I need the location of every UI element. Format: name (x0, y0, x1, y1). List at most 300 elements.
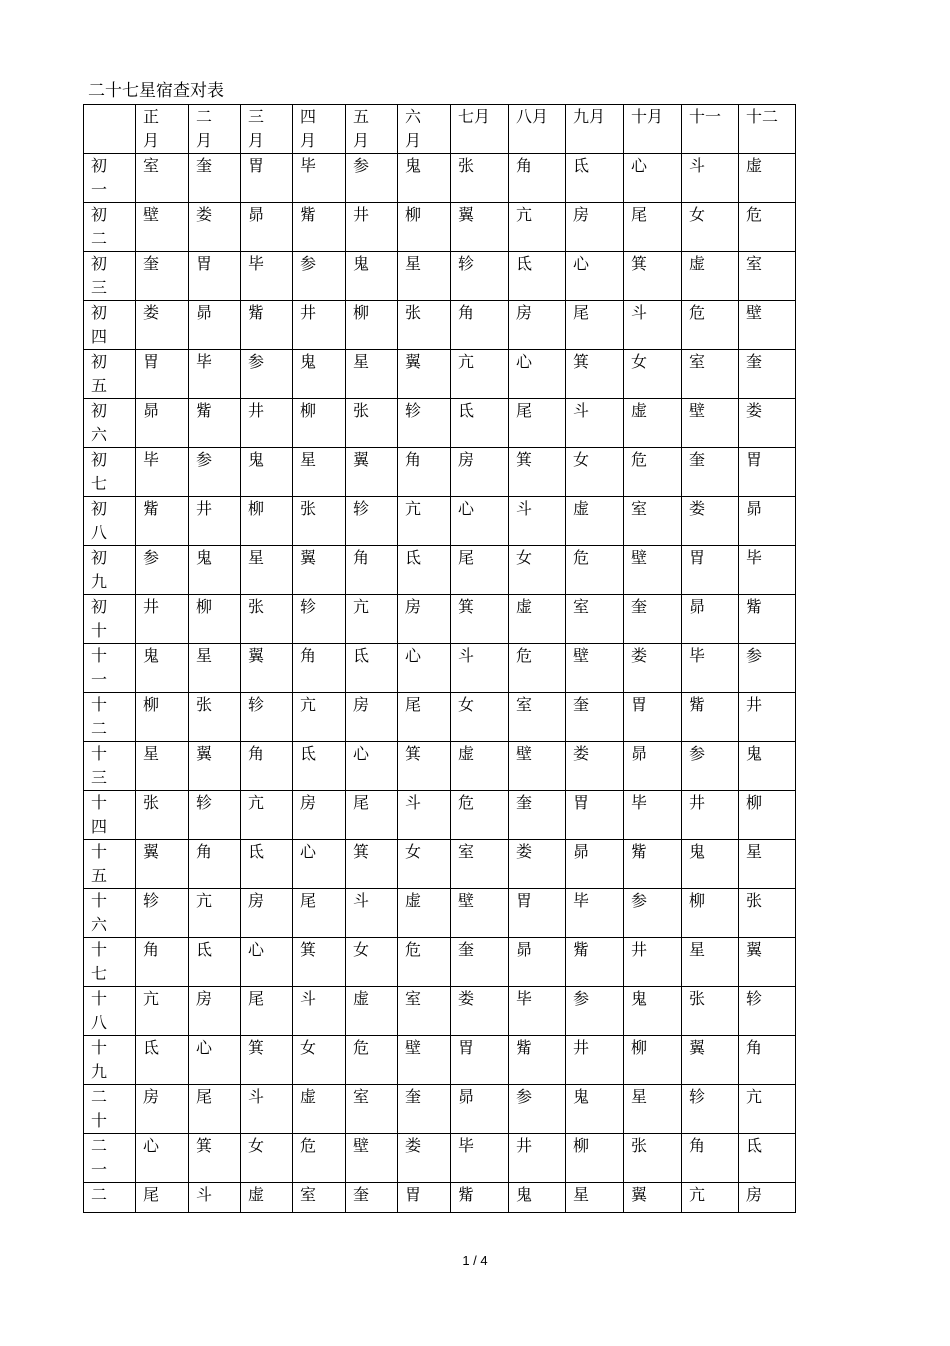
table-row (84, 693, 796, 742)
mansion-cell: 尾 (509, 399, 566, 448)
mansion-cell: 奎 (136, 252, 189, 301)
mansion-cell: 鬼 (682, 840, 739, 889)
mansion-cell: 箕 (398, 742, 451, 791)
mansion-cell: 柳 (624, 1036, 682, 1085)
day-label: 十七 (84, 938, 136, 987)
mansion-cell: 壁 (509, 742, 566, 791)
mansion-cell: 张 (739, 889, 796, 938)
mansion-cell: 参 (624, 889, 682, 938)
table-row (84, 889, 796, 938)
mansion-cell: 张 (241, 595, 293, 644)
mansion-cell: 壁 (566, 644, 624, 693)
mansion-cell: 娄 (682, 497, 739, 546)
mansion-cell: 鬼 (398, 154, 451, 203)
mansion-cell: 虚 (241, 1183, 293, 1213)
mansion-cell: 室 (624, 497, 682, 546)
day-label: 十八 (84, 987, 136, 1036)
mansion-cell: 角 (293, 644, 346, 693)
mansion-cell: 尾 (136, 1183, 189, 1213)
table-row (84, 1085, 796, 1134)
mansion-cell: 房 (346, 693, 398, 742)
mansion-cell: 危 (451, 791, 509, 840)
mansion-cell: 奎 (398, 1085, 451, 1134)
mansion-cell: 娄 (451, 987, 509, 1036)
table-row (84, 595, 796, 644)
mansion-cell: 轸 (739, 987, 796, 1036)
table-row (84, 497, 796, 546)
day-label: 初十 (84, 595, 136, 644)
mansion-cell: 奎 (682, 448, 739, 497)
mansion-cell: 昴 (509, 938, 566, 987)
mansion-cell: 胃 (509, 889, 566, 938)
mansion-cell: 壁 (136, 203, 189, 252)
mansion-cell: 毕 (293, 154, 346, 203)
mansion-cell: 房 (739, 1183, 796, 1213)
mansion-cell: 鬼 (624, 987, 682, 1036)
mansion-cell: 胃 (398, 1183, 451, 1213)
day-label: 二一 (84, 1134, 136, 1183)
mansion-cell: 危 (566, 546, 624, 595)
mansion-cell: 箕 (293, 938, 346, 987)
mansion-cell: 井 (624, 938, 682, 987)
mansion-cell: 室 (509, 693, 566, 742)
mansion-cell: 奎 (739, 350, 796, 399)
mansion-cell: 柳 (241, 497, 293, 546)
mansion-cell: 柳 (398, 203, 451, 252)
mansion-cell: 昴 (682, 595, 739, 644)
mansion-cell: 觜 (566, 938, 624, 987)
mansion-cell: 轸 (241, 693, 293, 742)
mansion-cell: 觜 (189, 399, 241, 448)
mansion-cell: 昴 (739, 497, 796, 546)
mansion-cell: 房 (241, 889, 293, 938)
mansion-cell: 翼 (189, 742, 241, 791)
mansion-cell: 氐 (293, 742, 346, 791)
mansion-cell: 胃 (739, 448, 796, 497)
mansion-cell: 星 (241, 546, 293, 595)
mansion-cell: 亢 (509, 203, 566, 252)
mansion-cell: 尾 (189, 1085, 241, 1134)
mansion-cell: 鬼 (293, 350, 346, 399)
mansion-cell: 危 (346, 1036, 398, 1085)
mansion-cell: 室 (293, 1183, 346, 1213)
day-label: 初二 (84, 203, 136, 252)
mansion-cell: 危 (293, 1134, 346, 1183)
mansion-cell: 心 (451, 497, 509, 546)
mansion-cell: 氐 (189, 938, 241, 987)
mansion-cell: 娄 (509, 840, 566, 889)
mansion-cell: 角 (739, 1036, 796, 1085)
day-label: 初一 (84, 154, 136, 203)
mansion-cell: 箕 (624, 252, 682, 301)
mansion-cell: 女 (509, 546, 566, 595)
mansion-cell: 井 (241, 399, 293, 448)
mansion-cell: 毕 (451, 1134, 509, 1183)
mansion-cell: 张 (451, 154, 509, 203)
table-row (84, 1183, 796, 1213)
mansion-cell: 氐 (241, 840, 293, 889)
mansion-cell: 毕 (682, 644, 739, 693)
day-label: 十三 (84, 742, 136, 791)
mansion-cell: 虚 (293, 1085, 346, 1134)
mansion-cell: 昴 (566, 840, 624, 889)
mansion-cell: 井 (739, 693, 796, 742)
mansion-cell: 箕 (241, 1036, 293, 1085)
column-header: 三月 (241, 105, 293, 154)
day-label: 十五 (84, 840, 136, 889)
mansion-cell: 娄 (398, 1134, 451, 1183)
mansion-cell: 氐 (398, 546, 451, 595)
mansion-cell: 井 (293, 301, 346, 350)
mansion-cell: 虚 (451, 742, 509, 791)
mansion-cell: 亢 (451, 350, 509, 399)
mansion-cell: 翼 (398, 350, 451, 399)
mansion-cell: 参 (566, 987, 624, 1036)
mansion-cell: 井 (346, 203, 398, 252)
mansion-cell: 箕 (189, 1134, 241, 1183)
mansion-cell: 壁 (451, 889, 509, 938)
mansion-cell: 鬼 (509, 1183, 566, 1213)
mansion-cell: 房 (566, 203, 624, 252)
mansion-cell: 心 (189, 1036, 241, 1085)
mansion-cell: 翼 (624, 1183, 682, 1213)
mansion-cell: 参 (346, 154, 398, 203)
mansion-cell: 室 (566, 595, 624, 644)
mansion-cell: 鬼 (189, 546, 241, 595)
mansion-cell: 星 (346, 350, 398, 399)
mansion-cell: 心 (398, 644, 451, 693)
mansion-cell: 斗 (346, 889, 398, 938)
mansion-cell: 室 (739, 252, 796, 301)
mansion-cell: 心 (346, 742, 398, 791)
mansion-cell: 翼 (293, 546, 346, 595)
mansion-cell: 井 (509, 1134, 566, 1183)
document-title: 二十七星宿查对表 (88, 81, 224, 101)
mansion-cell: 毕 (241, 252, 293, 301)
mansion-cell: 女 (241, 1134, 293, 1183)
mansion-cell: 胃 (566, 791, 624, 840)
mansion-cell: 娄 (189, 203, 241, 252)
mansion-cell: 张 (293, 497, 346, 546)
page-number: 1 / 4 (462, 1253, 488, 1268)
day-label: 初七 (84, 448, 136, 497)
table-row (84, 546, 796, 595)
mansion-cell: 柳 (293, 399, 346, 448)
mansion-cell: 张 (682, 987, 739, 1036)
mansion-cell: 奎 (566, 693, 624, 742)
mansion-cell: 胃 (241, 154, 293, 203)
mansion-cell: 觜 (739, 595, 796, 644)
mansion-cell: 心 (241, 938, 293, 987)
mansion-cell: 尾 (241, 987, 293, 1036)
mansion-cell: 张 (398, 301, 451, 350)
mansion-cell: 虚 (624, 399, 682, 448)
mansion-cell: 虚 (398, 889, 451, 938)
mansion-cell: 轸 (398, 399, 451, 448)
mansion-cell: 胃 (624, 693, 682, 742)
day-label: 十六 (84, 889, 136, 938)
mansion-cell: 氐 (509, 252, 566, 301)
mansion-cell: 柳 (136, 693, 189, 742)
table-row (84, 987, 796, 1036)
mansion-cell: 鬼 (136, 644, 189, 693)
table-row (84, 938, 796, 987)
mansion-cell: 斗 (241, 1085, 293, 1134)
table-row (84, 840, 796, 889)
header-row (84, 105, 796, 154)
mansion-cell: 参 (509, 1085, 566, 1134)
mansion-cell: 房 (136, 1085, 189, 1134)
mansion-cell: 角 (451, 301, 509, 350)
mansion-cell: 奎 (189, 154, 241, 203)
mansion-cell: 房 (451, 448, 509, 497)
mansion-cell: 亢 (739, 1085, 796, 1134)
mansion-cell: 参 (682, 742, 739, 791)
mansion-cell: 女 (566, 448, 624, 497)
mansion-cell: 角 (136, 938, 189, 987)
mansion-cell: 房 (509, 301, 566, 350)
day-label: 二 (84, 1183, 136, 1213)
mansion-cell: 鬼 (739, 742, 796, 791)
mansion-cell: 亢 (136, 987, 189, 1036)
mansion-cell: 毕 (136, 448, 189, 497)
table-row (84, 1134, 796, 1183)
mansion-cell: 危 (739, 203, 796, 252)
mansion-cell: 觜 (624, 840, 682, 889)
mansion-cell: 觜 (241, 301, 293, 350)
mansion-cell: 女 (624, 350, 682, 399)
mansion-cell: 翼 (241, 644, 293, 693)
mansion-cell: 壁 (624, 546, 682, 595)
mansion-cell: 星 (624, 1085, 682, 1134)
mansion-cell: 斗 (451, 644, 509, 693)
mansion-cell: 箕 (509, 448, 566, 497)
mansion-cell: 井 (682, 791, 739, 840)
mansion-cell: 女 (346, 938, 398, 987)
mansion-cell: 箕 (566, 350, 624, 399)
column-header: 四月 (293, 105, 346, 154)
mansion-cell: 角 (346, 546, 398, 595)
day-label: 初四 (84, 301, 136, 350)
day-label: 初五 (84, 350, 136, 399)
mansion-cell: 井 (566, 1036, 624, 1085)
mansion-cell: 昴 (241, 203, 293, 252)
mansion-cell: 毕 (509, 987, 566, 1036)
mansion-cell: 翼 (451, 203, 509, 252)
mansion-cell: 奎 (509, 791, 566, 840)
day-label: 初三 (84, 252, 136, 301)
mansion-cell: 心 (293, 840, 346, 889)
mansion-cell: 张 (189, 693, 241, 742)
mansion-cell: 毕 (624, 791, 682, 840)
mansion-cell: 轸 (189, 791, 241, 840)
mansion-cell: 尾 (293, 889, 346, 938)
mansion-cell: 尾 (624, 203, 682, 252)
mansion-cell: 女 (451, 693, 509, 742)
day-label: 初八 (84, 497, 136, 546)
mansion-cell: 星 (293, 448, 346, 497)
mansion-cell: 星 (739, 840, 796, 889)
column-header: 十一 (682, 105, 739, 154)
mansion-cell: 壁 (398, 1036, 451, 1085)
mansion-cell: 尾 (451, 546, 509, 595)
mansion-cell: 翼 (682, 1036, 739, 1085)
mansion-cell: 轸 (451, 252, 509, 301)
mansion-cell: 心 (136, 1134, 189, 1183)
mansion-cell: 轸 (136, 889, 189, 938)
mansion-cell: 奎 (346, 1183, 398, 1213)
mansion-cell: 娄 (566, 742, 624, 791)
day-label: 十一 (84, 644, 136, 693)
mansion-cell: 星 (189, 644, 241, 693)
mansion-cell: 房 (189, 987, 241, 1036)
column-header: 二月 (189, 105, 241, 154)
day-label: 十九 (84, 1036, 136, 1085)
star-mansion-table (83, 104, 796, 1213)
mansion-cell: 斗 (509, 497, 566, 546)
mansion-cell: 星 (682, 938, 739, 987)
mansion-cell: 参 (241, 350, 293, 399)
mansion-cell: 参 (293, 252, 346, 301)
mansion-cell: 参 (136, 546, 189, 595)
mansion-cell: 斗 (293, 987, 346, 1036)
mansion-cell: 斗 (624, 301, 682, 350)
mansion-cell: 张 (346, 399, 398, 448)
table-row (84, 203, 796, 252)
mansion-cell: 柳 (346, 301, 398, 350)
column-header: 九月 (566, 105, 624, 154)
mansion-cell: 虚 (509, 595, 566, 644)
day-label: 初九 (84, 546, 136, 595)
mansion-cell: 房 (293, 791, 346, 840)
table-row (84, 154, 796, 203)
mansion-cell: 亢 (241, 791, 293, 840)
column-header: 十二 (739, 105, 796, 154)
mansion-cell: 尾 (566, 301, 624, 350)
mansion-cell: 角 (241, 742, 293, 791)
mansion-cell: 女 (293, 1036, 346, 1085)
mansion-cell: 危 (624, 448, 682, 497)
column-header: 七月 (451, 105, 509, 154)
table-row (84, 399, 796, 448)
mansion-cell: 危 (398, 938, 451, 987)
mansion-cell: 井 (189, 497, 241, 546)
mansion-cell: 觜 (451, 1183, 509, 1213)
mansion-cell: 氐 (739, 1134, 796, 1183)
mansion-cell: 房 (398, 595, 451, 644)
mansion-cell: 轸 (346, 497, 398, 546)
mansion-cell: 虚 (739, 154, 796, 203)
column-header: 八月 (509, 105, 566, 154)
mansion-cell: 亢 (398, 497, 451, 546)
table-row (84, 791, 796, 840)
mansion-cell: 虚 (346, 987, 398, 1036)
mansion-cell: 张 (136, 791, 189, 840)
mansion-cell: 奎 (624, 595, 682, 644)
mansion-cell: 角 (682, 1134, 739, 1183)
mansion-cell: 胃 (189, 252, 241, 301)
table-row (84, 350, 796, 399)
day-label: 初六 (84, 399, 136, 448)
day-label: 十四 (84, 791, 136, 840)
table-row (84, 742, 796, 791)
mansion-cell: 壁 (346, 1134, 398, 1183)
table-row (84, 448, 796, 497)
mansion-cell: 觜 (293, 203, 346, 252)
mansion-cell: 氐 (566, 154, 624, 203)
table-row (84, 252, 796, 301)
mansion-cell: 鬼 (566, 1085, 624, 1134)
mansion-cell: 尾 (346, 791, 398, 840)
mansion-cell: 虚 (682, 252, 739, 301)
mansion-cell: 娄 (739, 399, 796, 448)
mansion-cell: 壁 (682, 399, 739, 448)
mansion-cell: 星 (136, 742, 189, 791)
table-row (84, 301, 796, 350)
mansion-cell: 毕 (189, 350, 241, 399)
mansion-cell: 参 (739, 644, 796, 693)
mansion-cell: 昴 (451, 1085, 509, 1134)
mansion-cell: 室 (398, 987, 451, 1036)
mansion-cell: 壁 (739, 301, 796, 350)
mansion-cell: 觜 (509, 1036, 566, 1085)
mansion-cell: 毕 (566, 889, 624, 938)
mansion-cell: 星 (566, 1183, 624, 1213)
mansion-cell: 角 (189, 840, 241, 889)
mansion-cell: 轸 (682, 1085, 739, 1134)
mansion-cell: 亢 (189, 889, 241, 938)
mansion-cell: 娄 (624, 644, 682, 693)
mansion-cell: 角 (509, 154, 566, 203)
mansion-cell: 亢 (293, 693, 346, 742)
mansion-cell: 斗 (189, 1183, 241, 1213)
mansion-cell: 柳 (739, 791, 796, 840)
mansion-cell: 亢 (346, 595, 398, 644)
day-label: 十二 (84, 693, 136, 742)
mansion-cell: 心 (509, 350, 566, 399)
mansion-cell: 昴 (189, 301, 241, 350)
mansion-cell: 星 (398, 252, 451, 301)
mansion-cell: 尾 (398, 693, 451, 742)
mansion-cell: 氐 (451, 399, 509, 448)
mansion-cell: 娄 (136, 301, 189, 350)
mansion-cell: 鬼 (346, 252, 398, 301)
mansion-cell: 柳 (189, 595, 241, 644)
mansion-cell: 胃 (451, 1036, 509, 1085)
table-row (84, 1036, 796, 1085)
mansion-cell: 毕 (739, 546, 796, 595)
mansion-cell: 柳 (682, 889, 739, 938)
mansion-cell: 危 (682, 301, 739, 350)
mansion-cell: 斗 (682, 154, 739, 203)
column-header: 十月 (624, 105, 682, 154)
column-header: 六月 (398, 105, 451, 154)
mansion-cell: 室 (346, 1085, 398, 1134)
mansion-cell: 危 (509, 644, 566, 693)
mansion-cell: 斗 (566, 399, 624, 448)
mansion-cell: 胃 (682, 546, 739, 595)
mansion-cell: 翼 (739, 938, 796, 987)
column-header: 五月 (346, 105, 398, 154)
mansion-cell: 箕 (346, 840, 398, 889)
column-header: 正月 (136, 105, 189, 154)
mansion-cell: 室 (136, 154, 189, 203)
mansion-cell: 氐 (346, 644, 398, 693)
mansion-cell: 觜 (682, 693, 739, 742)
mansion-cell: 心 (566, 252, 624, 301)
table-row (84, 644, 796, 693)
day-label: 二十 (84, 1085, 136, 1134)
